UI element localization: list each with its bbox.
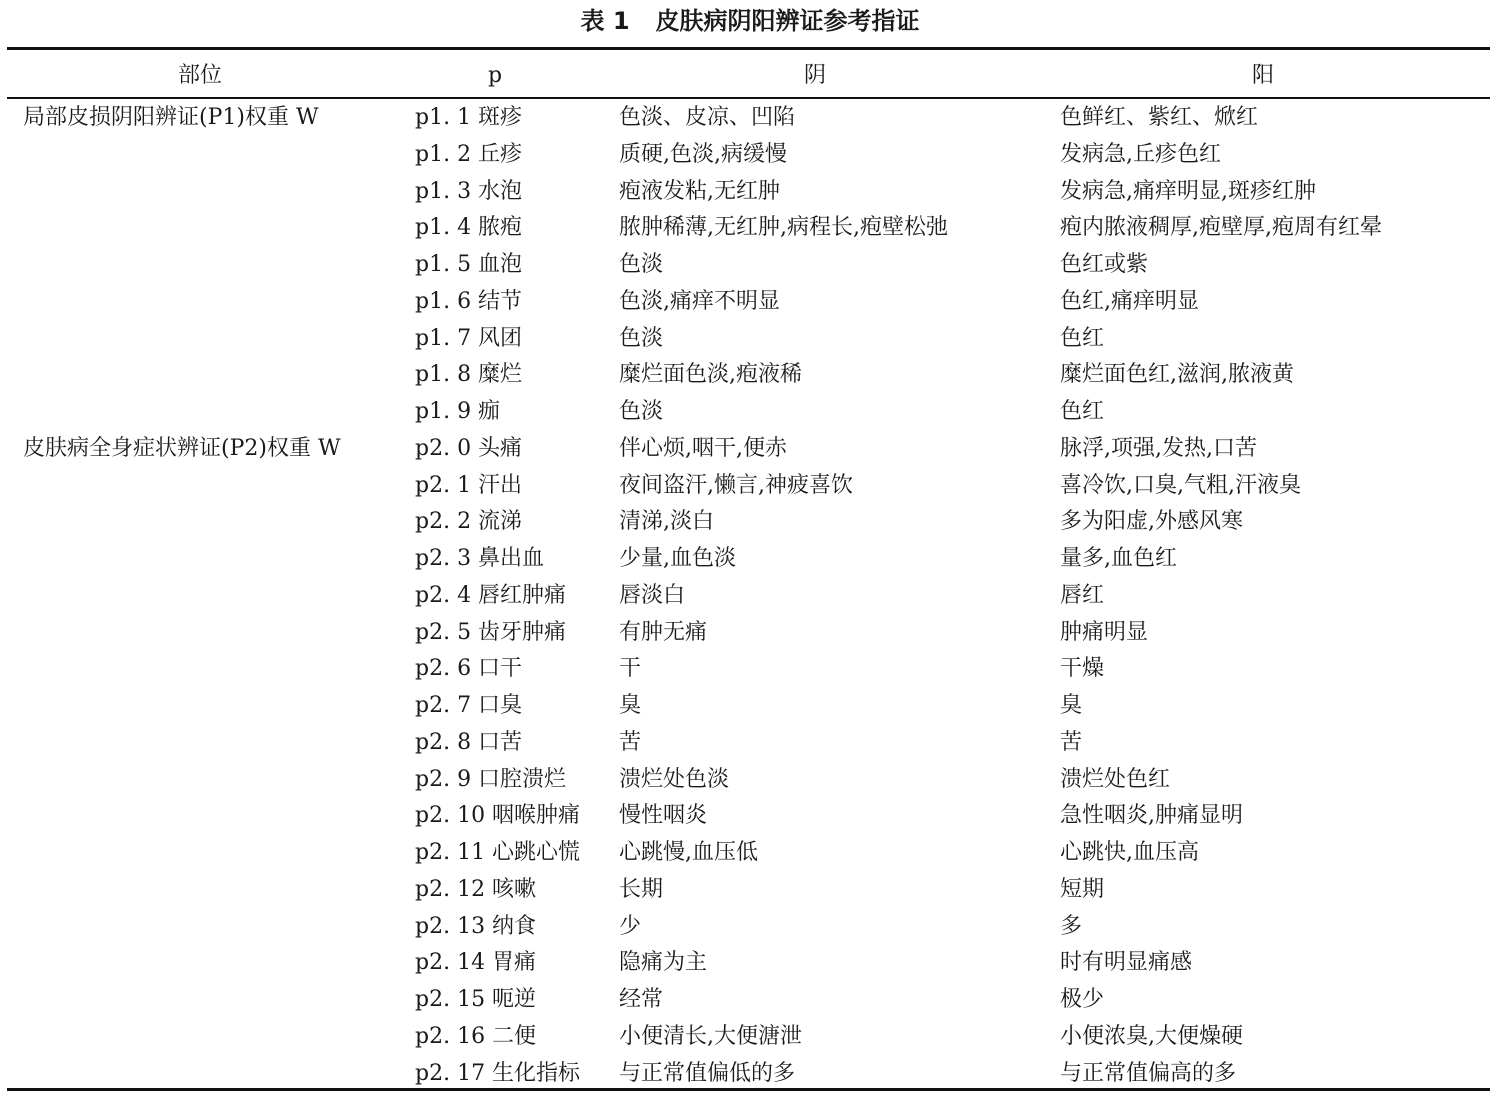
cell-yang: 糜烂面色红,滋润,脓液黄 bbox=[1060, 362, 1294, 388]
cell-p: p1. 7 风团 bbox=[415, 325, 523, 351]
cell-p: p1. 2 丘疹 bbox=[415, 141, 523, 167]
cell-yang: 疱内脓液稠厚,疱壁厚,疱周有红晕 bbox=[1060, 215, 1382, 241]
cell-yang: 喜冷饮,口臭,气粗,汗液臭 bbox=[1060, 472, 1301, 498]
table-row bbox=[0, 100, 1500, 137]
table-body bbox=[0, 100, 1500, 1092]
header-yin: 阴 bbox=[803, 63, 826, 88]
cell-yang: 发病急,丘疹色红 bbox=[1060, 141, 1221, 167]
cell-yang: 小便浓臭,大便燥硬 bbox=[1060, 1023, 1243, 1049]
cell-yin: 有肿无痛 bbox=[619, 619, 708, 645]
table-row bbox=[0, 835, 1500, 872]
cell-p: p2. 4 唇红肿痛 bbox=[415, 582, 567, 608]
cell-p: p1. 6 结节 bbox=[415, 288, 523, 314]
cell-yin: 小便清长,大便溏泄 bbox=[619, 1023, 802, 1049]
cell-yin: 色淡 bbox=[619, 325, 664, 351]
table-number: 表 1 bbox=[580, 7, 630, 35]
cell-p: p1. 4 脓疱 bbox=[415, 215, 523, 241]
table-title: 皮肤病阴阳辨证参考指证 bbox=[655, 7, 920, 35]
table-row bbox=[0, 798, 1500, 835]
top-rule bbox=[7, 47, 1490, 50]
table-row bbox=[0, 504, 1500, 541]
cell-yang: 干燥 bbox=[1060, 656, 1105, 682]
table-row bbox=[0, 1056, 1500, 1093]
cell-yin: 苦 bbox=[619, 729, 642, 755]
cell-p: p2. 2 流涕 bbox=[415, 509, 523, 535]
table-row bbox=[0, 321, 1500, 358]
table-row bbox=[0, 945, 1500, 982]
cell-yang: 苦 bbox=[1060, 729, 1083, 755]
cell-p: p2. 11 心跳心慌 bbox=[415, 840, 581, 865]
cell-yin: 与正常值偏低的多 bbox=[619, 1060, 796, 1086]
cell-yin: 色淡 bbox=[619, 252, 664, 277]
cell-yin: 慢性咽炎 bbox=[619, 803, 708, 829]
table-row bbox=[0, 174, 1500, 211]
cell-yin: 质硬,色淡,病缓慢 bbox=[619, 141, 787, 167]
cell-p: p2. 15 呃逆 bbox=[415, 987, 537, 1012]
cell-p: p2. 3 鼻出血 bbox=[415, 546, 545, 571]
cell-yin: 唇淡白 bbox=[619, 582, 686, 608]
cell-yin: 少 bbox=[619, 913, 642, 939]
cell-p: p1. 1 斑疹 bbox=[415, 105, 523, 130]
cell-yin: 疱液发粘,无红肿 bbox=[619, 178, 780, 204]
cell-yang: 唇红 bbox=[1060, 582, 1105, 608]
table-row bbox=[0, 651, 1500, 688]
cell-part: 局部皮损阴阳辨证(P1)权重 W bbox=[23, 105, 319, 130]
table-row bbox=[0, 578, 1500, 615]
cell-yin: 色淡 bbox=[619, 399, 664, 424]
table-row bbox=[0, 357, 1500, 394]
cell-p: p2. 5 齿牙肿痛 bbox=[415, 619, 567, 645]
table-row bbox=[0, 615, 1500, 652]
cell-yang: 色红 bbox=[1060, 325, 1105, 351]
table-row bbox=[0, 247, 1500, 284]
cell-yang: 脉浮,项强,发热,口苦 bbox=[1060, 435, 1257, 461]
cell-yang: 发病急,痛痒明显,斑疹红肿 bbox=[1060, 178, 1316, 204]
cell-p: p2. 8 口苦 bbox=[415, 729, 523, 755]
cell-yang: 色红,痛痒明显 bbox=[1060, 288, 1199, 314]
cell-yin: 心跳慢,血压低 bbox=[619, 840, 758, 865]
table-row bbox=[0, 541, 1500, 578]
cell-yang: 臭 bbox=[1060, 693, 1083, 718]
cell-yin: 溃烂处色淡 bbox=[619, 766, 730, 792]
cell-yin: 少量,血色淡 bbox=[619, 546, 736, 571]
cell-p: p2. 16 二便 bbox=[415, 1023, 537, 1049]
cell-yang: 肿痛明显 bbox=[1060, 619, 1149, 645]
cell-yin: 清涕,淡白 bbox=[619, 509, 714, 535]
table-row bbox=[0, 210, 1500, 247]
cell-p: p2. 17 生化指标 bbox=[415, 1060, 581, 1086]
cell-yang: 多为阳虚,外感风寒 bbox=[1060, 509, 1243, 535]
table-row bbox=[0, 762, 1500, 799]
table-row bbox=[0, 394, 1500, 431]
cell-yin: 经常 bbox=[619, 987, 664, 1012]
cell-yang: 色鲜红、紫红、焮红 bbox=[1060, 105, 1259, 130]
header-part: 部位 bbox=[177, 63, 222, 88]
table-row bbox=[0, 982, 1500, 1019]
cell-yang: 多 bbox=[1060, 913, 1083, 939]
cell-yin: 糜烂面色淡,疱液稀 bbox=[619, 362, 802, 388]
cell-yang: 心跳快,血压高 bbox=[1060, 840, 1199, 865]
cell-p: p2. 7 口臭 bbox=[415, 693, 523, 718]
cell-p: p1. 3 水泡 bbox=[415, 178, 523, 204]
bottom-rule bbox=[7, 1088, 1490, 1091]
cell-yang: 量多,血色红 bbox=[1060, 546, 1177, 571]
cell-yin: 隐痛为主 bbox=[619, 950, 708, 976]
cell-yang: 急性咽炎,肿痛显明 bbox=[1060, 803, 1243, 829]
cell-p: p2. 12 咳嗽 bbox=[415, 876, 537, 902]
cell-p: p2. 0 头痛 bbox=[415, 435, 523, 461]
cell-yang: 色红或紫 bbox=[1060, 252, 1149, 277]
cell-yin: 臭 bbox=[619, 693, 642, 718]
cell-part: 皮肤病全身症状辨证(P2)权重 W bbox=[23, 435, 341, 461]
header-rule bbox=[7, 97, 1490, 99]
cell-yang: 极少 bbox=[1060, 987, 1105, 1012]
cell-p: p2. 1 汗出 bbox=[415, 472, 523, 498]
cell-p: p1. 5 血泡 bbox=[415, 252, 523, 277]
table-row bbox=[0, 431, 1500, 468]
table-row bbox=[0, 284, 1500, 321]
table-row bbox=[0, 872, 1500, 909]
cell-yang: 溃烂处色红 bbox=[1060, 766, 1171, 792]
cell-p: p1. 8 糜烂 bbox=[415, 362, 523, 388]
cell-p: p2. 13 纳食 bbox=[415, 913, 537, 939]
table-row bbox=[0, 688, 1500, 725]
table-row bbox=[0, 1019, 1500, 1056]
cell-yin: 色淡、皮凉、凹陷 bbox=[619, 105, 796, 130]
cell-yang: 短期 bbox=[1060, 876, 1105, 902]
table-row bbox=[0, 137, 1500, 174]
header-p: p bbox=[487, 63, 503, 88]
cell-p: p2. 14 胃痛 bbox=[415, 950, 537, 976]
cell-p: p2. 9 口腔溃烂 bbox=[415, 766, 567, 792]
cell-yin: 长期 bbox=[619, 876, 664, 902]
cell-yin: 夜间盗汗,懒言,神疲喜饮 bbox=[619, 472, 853, 498]
cell-yang: 色红 bbox=[1060, 399, 1105, 424]
table-caption bbox=[0, 4, 1500, 38]
cell-yang: 与正常值偏高的多 bbox=[1060, 1060, 1237, 1086]
cell-yang: 时有明显痛感 bbox=[1060, 950, 1193, 976]
table-row bbox=[0, 725, 1500, 762]
cell-yin: 脓肿稀薄,无红肿,病程长,疱壁松弛 bbox=[619, 215, 948, 241]
cell-p: p2. 10 咽喉肿痛 bbox=[415, 803, 581, 829]
table-row bbox=[0, 909, 1500, 946]
cell-yin: 色淡,痛痒不明显 bbox=[619, 288, 780, 314]
cell-p: p1. 9 痂 bbox=[415, 399, 501, 424]
cell-p: p2. 6 口干 bbox=[415, 656, 523, 682]
cell-yin: 伴心烦,咽干,便赤 bbox=[619, 435, 787, 461]
table-row bbox=[0, 468, 1500, 505]
header-yang: 阳 bbox=[1251, 63, 1274, 88]
cell-yin: 干 bbox=[619, 656, 642, 682]
